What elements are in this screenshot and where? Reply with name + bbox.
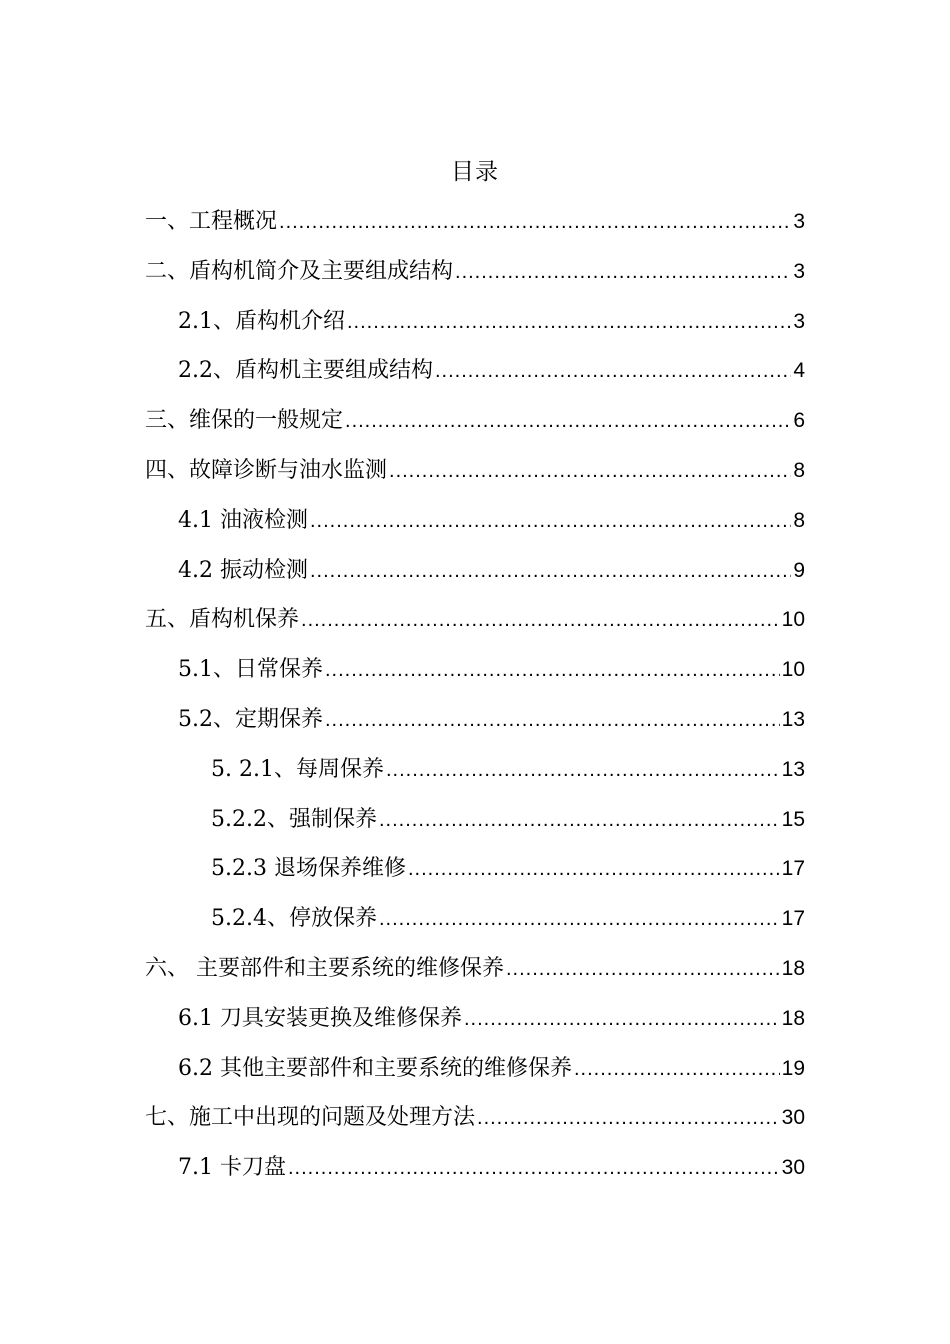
toc-entry-page: 15 — [781, 807, 805, 831]
toc-entry-page: 8 — [793, 458, 805, 482]
toc-entry[interactable] — [0, 1093, 950, 1143]
toc-entry-label: 六、 主要部件和主要系统的维修保养 — [145, 955, 504, 981]
toc-leader-dots — [455, 248, 791, 298]
toc-entry[interactable] — [0, 1044, 950, 1094]
toc-entry[interactable] — [0, 297, 950, 347]
toc-entry-page: 18 — [781, 956, 805, 980]
toc-entry[interactable] — [0, 396, 950, 446]
toc-entry-label: 5.2.4、停放保养 — [211, 906, 377, 932]
toc-entry-label: 5. 2.1、每周保养 — [211, 756, 384, 782]
toc-entry-label: 6.1 刀具安装更换及维修保养 — [178, 1005, 462, 1031]
toc-entry-label: 5.2、定期保养 — [178, 706, 323, 732]
toc-leader-dots — [574, 1045, 780, 1095]
toc-entry[interactable] — [0, 496, 950, 546]
toc-leader-dots — [379, 895, 780, 945]
toc-entry-label: 七、施工中出现的问题及处理方法 — [145, 1105, 476, 1131]
toc-entry[interactable] — [0, 645, 950, 695]
toc-entry-page: 30 — [781, 1106, 805, 1130]
toc-leader-dots — [325, 646, 780, 696]
toc-entry-label: 4.2 振动检测 — [178, 557, 308, 583]
toc-entry-label: 6.2 其他主要部件和主要系统的维修保养 — [178, 1055, 572, 1081]
toc-leader-dots — [279, 198, 791, 248]
toc-entry-label: 5.2.2、强制保养 — [211, 806, 377, 832]
toc-entry-page: 13 — [781, 757, 805, 781]
toc-entry-page: 13 — [781, 707, 805, 731]
toc-leader-dots — [408, 845, 780, 895]
toc-entry-label: 四、故障诊断与油水监测 — [145, 457, 388, 483]
toc-leader-dots — [386, 746, 780, 796]
toc-entry-page: 17 — [781, 907, 805, 931]
toc-entry[interactable] — [0, 1143, 950, 1193]
toc-entry-page: 8 — [793, 508, 805, 532]
toc-entry-page: 17 — [781, 857, 805, 881]
toc-leader-dots — [477, 1094, 780, 1144]
toc-entry-label: 一、工程概况 — [145, 209, 278, 234]
toc-entry-page: 19 — [781, 1056, 805, 1080]
toc-entry-page: 3 — [793, 309, 805, 333]
toc-entry[interactable] — [0, 795, 950, 845]
toc-entry[interactable] — [0, 595, 950, 645]
toc-entry[interactable] — [0, 844, 950, 894]
toc-list — [0, 197, 950, 1193]
toc-entry-label: 2.2、盾构机主要组成结构 — [178, 358, 433, 384]
toc-entry-page: 6 — [793, 409, 805, 433]
toc-entry[interactable] — [0, 247, 950, 297]
toc-entry-page: 4 — [793, 359, 805, 383]
toc-leader-dots — [310, 547, 791, 597]
toc-leader-dots — [345, 397, 791, 447]
toc-entry[interactable] — [0, 994, 950, 1044]
toc-entry[interactable] — [0, 944, 950, 994]
toc-leader-dots — [310, 497, 791, 547]
toc-entry[interactable] — [0, 446, 950, 496]
toc-entry-label: 二、盾构机简介及主要组成结构 — [145, 258, 454, 284]
toc-leader-dots — [347, 298, 791, 348]
toc-entry-label: 三、维保的一般规定 — [145, 408, 344, 434]
toc-entry-page: 30 — [781, 1156, 805, 1180]
toc-leader-dots — [389, 447, 791, 497]
toc-entry-label: 7.1 卡刀盘 — [178, 1155, 286, 1181]
toc-leader-dots — [379, 796, 780, 846]
toc-entry[interactable] — [0, 546, 950, 596]
toc-entry-page: 18 — [781, 1006, 805, 1030]
toc-entry-page: 3 — [793, 210, 805, 233]
toc-entry-page: 9 — [793, 558, 805, 582]
toc-entry-label: 5.1、日常保养 — [178, 657, 323, 683]
toc-leader-dots — [435, 347, 791, 397]
toc-entry-page: 3 — [793, 259, 805, 283]
toc-leader-dots — [464, 995, 780, 1045]
toc-entry-page: 10 — [781, 608, 805, 632]
toc-leader-dots — [325, 696, 780, 746]
toc-entry-label: 2.1、盾构机介绍 — [178, 308, 345, 334]
toc-entry[interactable] — [0, 894, 950, 944]
toc-entry-label: 5.2.3 退场保养维修 — [211, 856, 406, 882]
toc-entry-page: 10 — [781, 658, 805, 682]
toc-entry[interactable] — [0, 346, 950, 396]
toc-leader-dots — [506, 945, 780, 995]
toc-entry[interactable] — [0, 197, 950, 247]
toc-title: 目录 — [451, 159, 499, 185]
toc-leader-dots — [301, 596, 780, 646]
toc-entry[interactable] — [0, 695, 950, 745]
toc-entry-label: 4.1 油液检测 — [178, 507, 308, 533]
toc-entry[interactable] — [0, 745, 950, 795]
toc-entry-label: 五、盾构机保养 — [145, 607, 300, 633]
toc-leader-dots — [288, 1144, 780, 1194]
